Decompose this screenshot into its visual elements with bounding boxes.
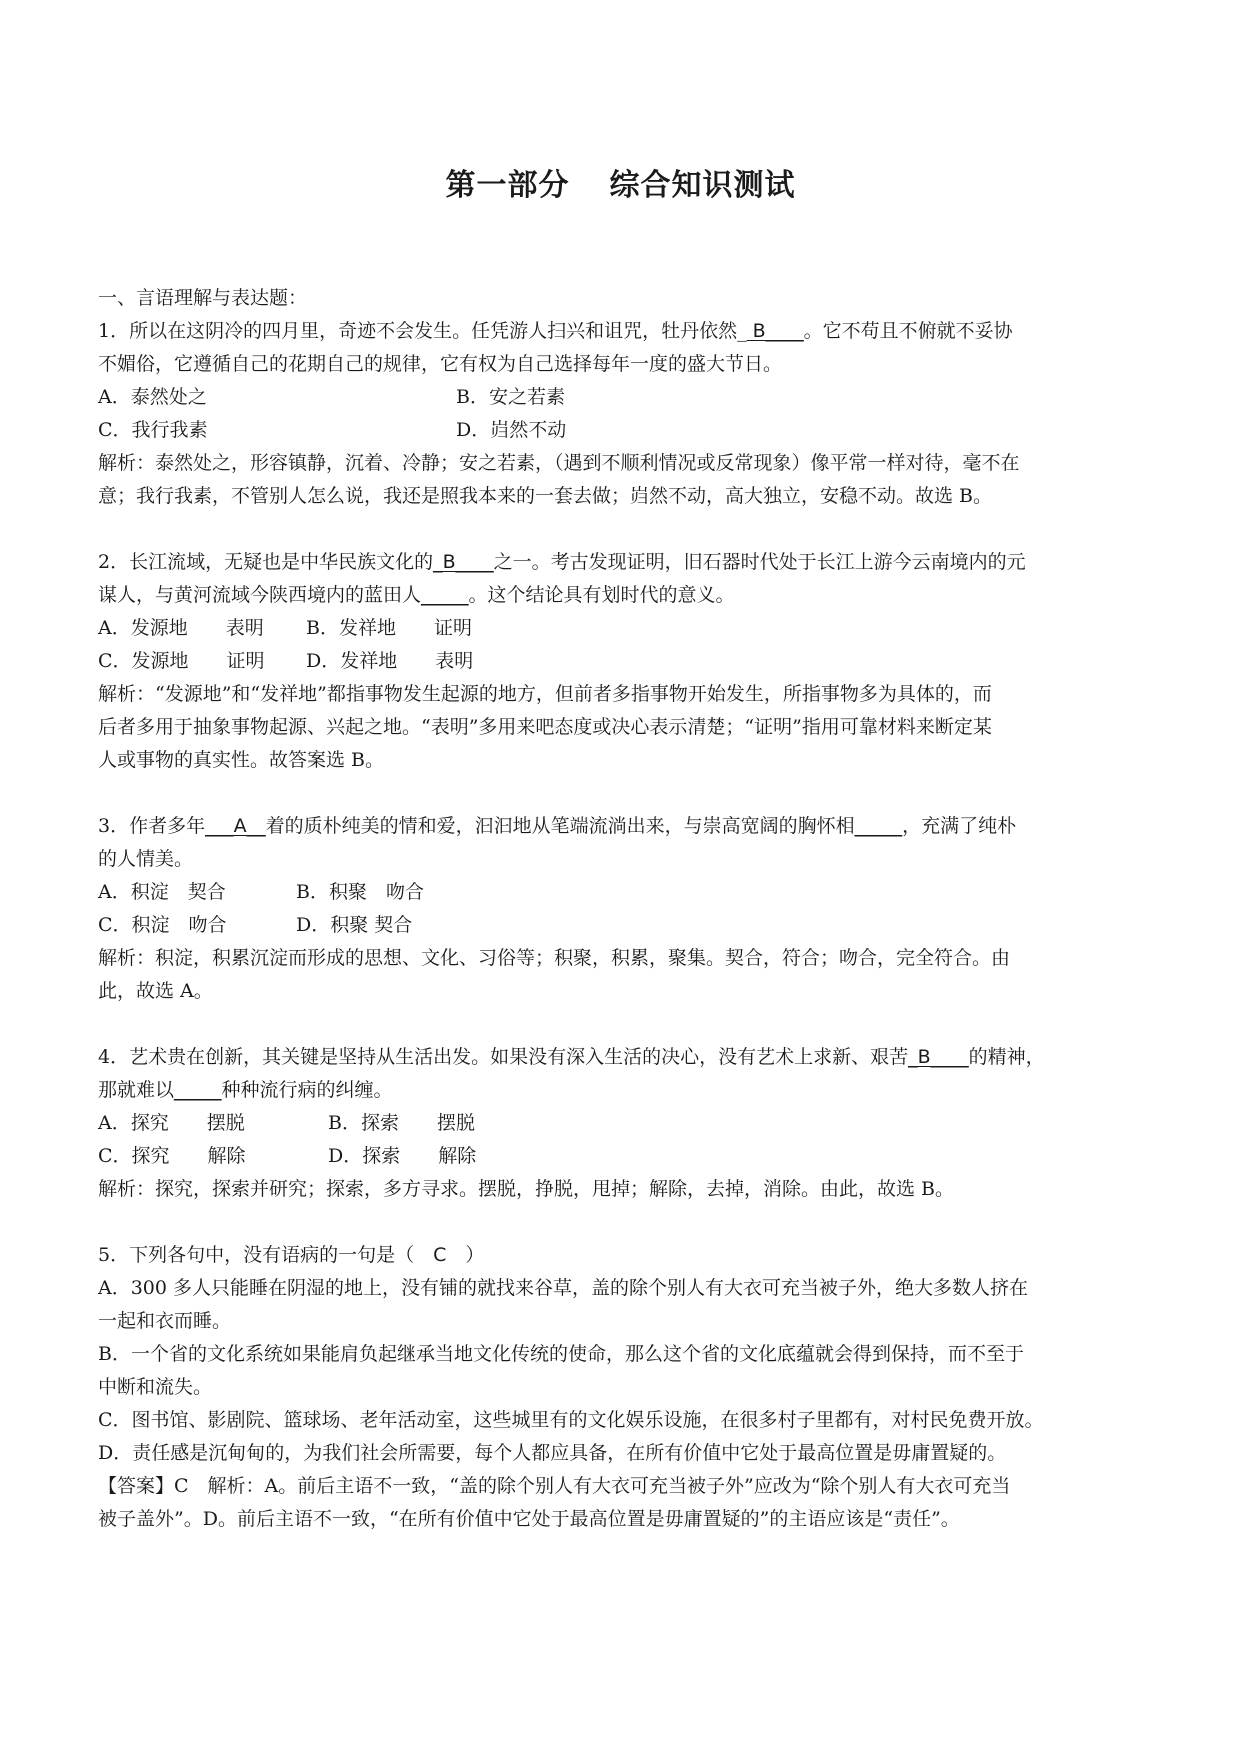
q4-stem-line2: 那就难以_____种种流行病的纠缠。 (98, 1079, 393, 1101)
q1-option-a: A．泰然处之 (98, 386, 207, 408)
q4-options-cd (98, 1140, 1156, 1173)
q2-option-b: B．发祥地 证明 (306, 617, 472, 639)
q5-explanation-line1: 【答案】C 解析：A。前后主语不一致，“盖的除个别人有大衣可充当被子外”应改为“除个别人有大衣可充当 (98, 1475, 1011, 1497)
q3-option-a: A．积淀 契合 (98, 881, 226, 903)
q3-stem-line1: 3．作者多年___A__着的质朴纯美的情和爱，汩汩地从笔端流淌出来，与崇高宽阔的胸怀相_____，充满了纯朴 (98, 815, 1017, 837)
q4-option-b: B．探索 摆脱 (328, 1112, 475, 1134)
q5-option-c: C．图书馆、影剧院、篮球场、老年活动室，这些城里有的文化娱乐设施，在很多村子里都有，对村民免费开放。 (98, 1409, 1044, 1431)
q5-stem: 5．下列各句中，没有语病的一句是（ C ） (98, 1244, 485, 1266)
q2-stem-line2: 谋人，与黄河流域今陕西境内的蓝田人_____。这个结论具有划时代的意义。 (98, 584, 735, 606)
q5-option-a-line2: 一起和衣而睡。 (98, 1310, 232, 1332)
q1-options-cd (98, 414, 1156, 447)
q4-explanation-line1: 解析：探究，探索并研究；探索，多方寻求。摆脱，挣脱，甩掉；解除，去掉，消除。由此，故选 B。 (98, 1178, 955, 1200)
title-part: 第一部分 (445, 168, 570, 203)
q1-stem-line2: 不媚俗，它遵循自己的花期自己的规律，它有权为自己选择每年一度的盛大节日。 (98, 353, 783, 375)
q2-explanation-line3: 人或事物的真实性。故答案选 B。 (98, 749, 385, 771)
q3-stem-line2: 的人情美。 (98, 848, 194, 870)
q3-option-b: B．积聚 吻合 (296, 881, 424, 903)
q5-option-b-line2: 中断和流失。 (98, 1376, 213, 1398)
title-name: 综合知识测试 (609, 168, 796, 203)
q3-options-ab (98, 876, 1156, 909)
q2-option-c: C．发源地 证明 (98, 650, 265, 672)
document-body (98, 282, 1156, 1536)
q2-answer-blank: _B____ (433, 551, 494, 573)
q2-options-cd (98, 645, 1156, 678)
q1-option-d: D．岿然不动 (456, 419, 567, 441)
q3-options-cd (98, 909, 1156, 942)
q1-answer-blank: B____ (746, 320, 804, 342)
section-heading: 一、言语理解与表达题： (98, 287, 308, 309)
q1-explanation-line1: 解析：泰然处之，形容镇静，沉着、冷静；安之若素，（遇到不顺利情况或反常现象）像平常一样对待，毫不在 (98, 452, 1020, 474)
q1-option-b: B．安之若素 (456, 386, 565, 408)
q4-option-d: D．探索 解除 (328, 1145, 477, 1167)
q1-stem-line1: 1．所以在这阴冷的四月里，奇迹不会发生。任凭游人扫兴和诅咒，牡丹依然_ B____。它不苟且不俯就不妥协 (98, 320, 1013, 342)
q3-option-d: D．积聚 契合 (296, 914, 413, 936)
q3-explanation-line2: 此，故选 A。 (98, 980, 213, 1002)
q2-option-a: A．发源地 表明 (98, 617, 264, 639)
page-title (0, 160, 1241, 204)
q2-blank-2: _____ (421, 584, 469, 606)
q3-explanation-line1: 解析：积淀，积累沉淀而形成的思想、文化、习俗等；积聚，积累，聚集。契合，符合；吻合，完全符合。由 (98, 947, 1011, 969)
q5-option-d: D．责任感是沉甸甸的，为我们社会所需要，每个人都应具备，在所有价值中它处于最高位置是毋庸置疑的。 (98, 1442, 1007, 1464)
q3-option-c: C．积淀 吻合 (98, 914, 227, 936)
q4-option-a: A．探究 摆脱 (98, 1112, 245, 1134)
q2-explanation-line1: 解析：“发源地”和“发祥地”都指事物发生起源的地方，但前者多指事物开始发生，所指事物多为具体的，而 (98, 683, 992, 705)
q2-option-d: D．发祥地 表明 (306, 650, 474, 672)
q2-stem-line1: 2．长江流域，无疑也是中华民族文化的_B____之一。考古发现证明，旧石器时代处于长江上游今云南境内的元 (98, 551, 1026, 573)
q2-options-ab (98, 612, 1156, 645)
q4-blank-2: _____ (174, 1079, 222, 1101)
q4-option-c: C．探究 解除 (98, 1145, 246, 1167)
q5-option-b-line1: B．一个省的文化系统如果能肩负起继承当地文化传统的使命，那么这个省的文化底蕴就会得到保持，而不至于 (98, 1343, 1024, 1365)
q2-explanation-line2: 后者多用于抽象事物起源、兴起之地。“表明”多用来吧态度或决心表示清楚；“证明”指用可靠材料来断定某 (98, 716, 992, 738)
q1-options-ab (98, 381, 1156, 414)
q3-answer-blank: ___A__ (205, 815, 266, 837)
q3-blank-2: _____ (854, 815, 903, 837)
q4-answer-blank: _B____ (908, 1046, 969, 1068)
q1-option-c: C．我行我素 (98, 419, 208, 441)
q4-stem-line1: 4．艺术贵在创新，其关键是坚持从生活出发。如果没有深入生活的决心，没有艺术上求新、艰苦_B____的精神， (98, 1046, 1045, 1068)
q5-answer: C (414, 1244, 466, 1266)
q1-explanation-line2: 意；我行我素，不管别人怎么说，我还是照我本来的一套去做；岿然不动，高大独立，安稳不动。故选 B。 (98, 485, 993, 507)
q5-explanation-line2: 被子盖外”。D。前后主语不一致，“在所有价值中它处于最高位置是毋庸置疑的”的主语应该是“责任”。 (98, 1508, 960, 1530)
q5-option-a-line1: A．300 多人只能睡在阴湿的地上，没有铺的就找来谷草，盖的除个别人有大衣可充当被子外，绝大多数人挤在 (98, 1277, 1029, 1299)
q4-options-ab (98, 1107, 1156, 1140)
